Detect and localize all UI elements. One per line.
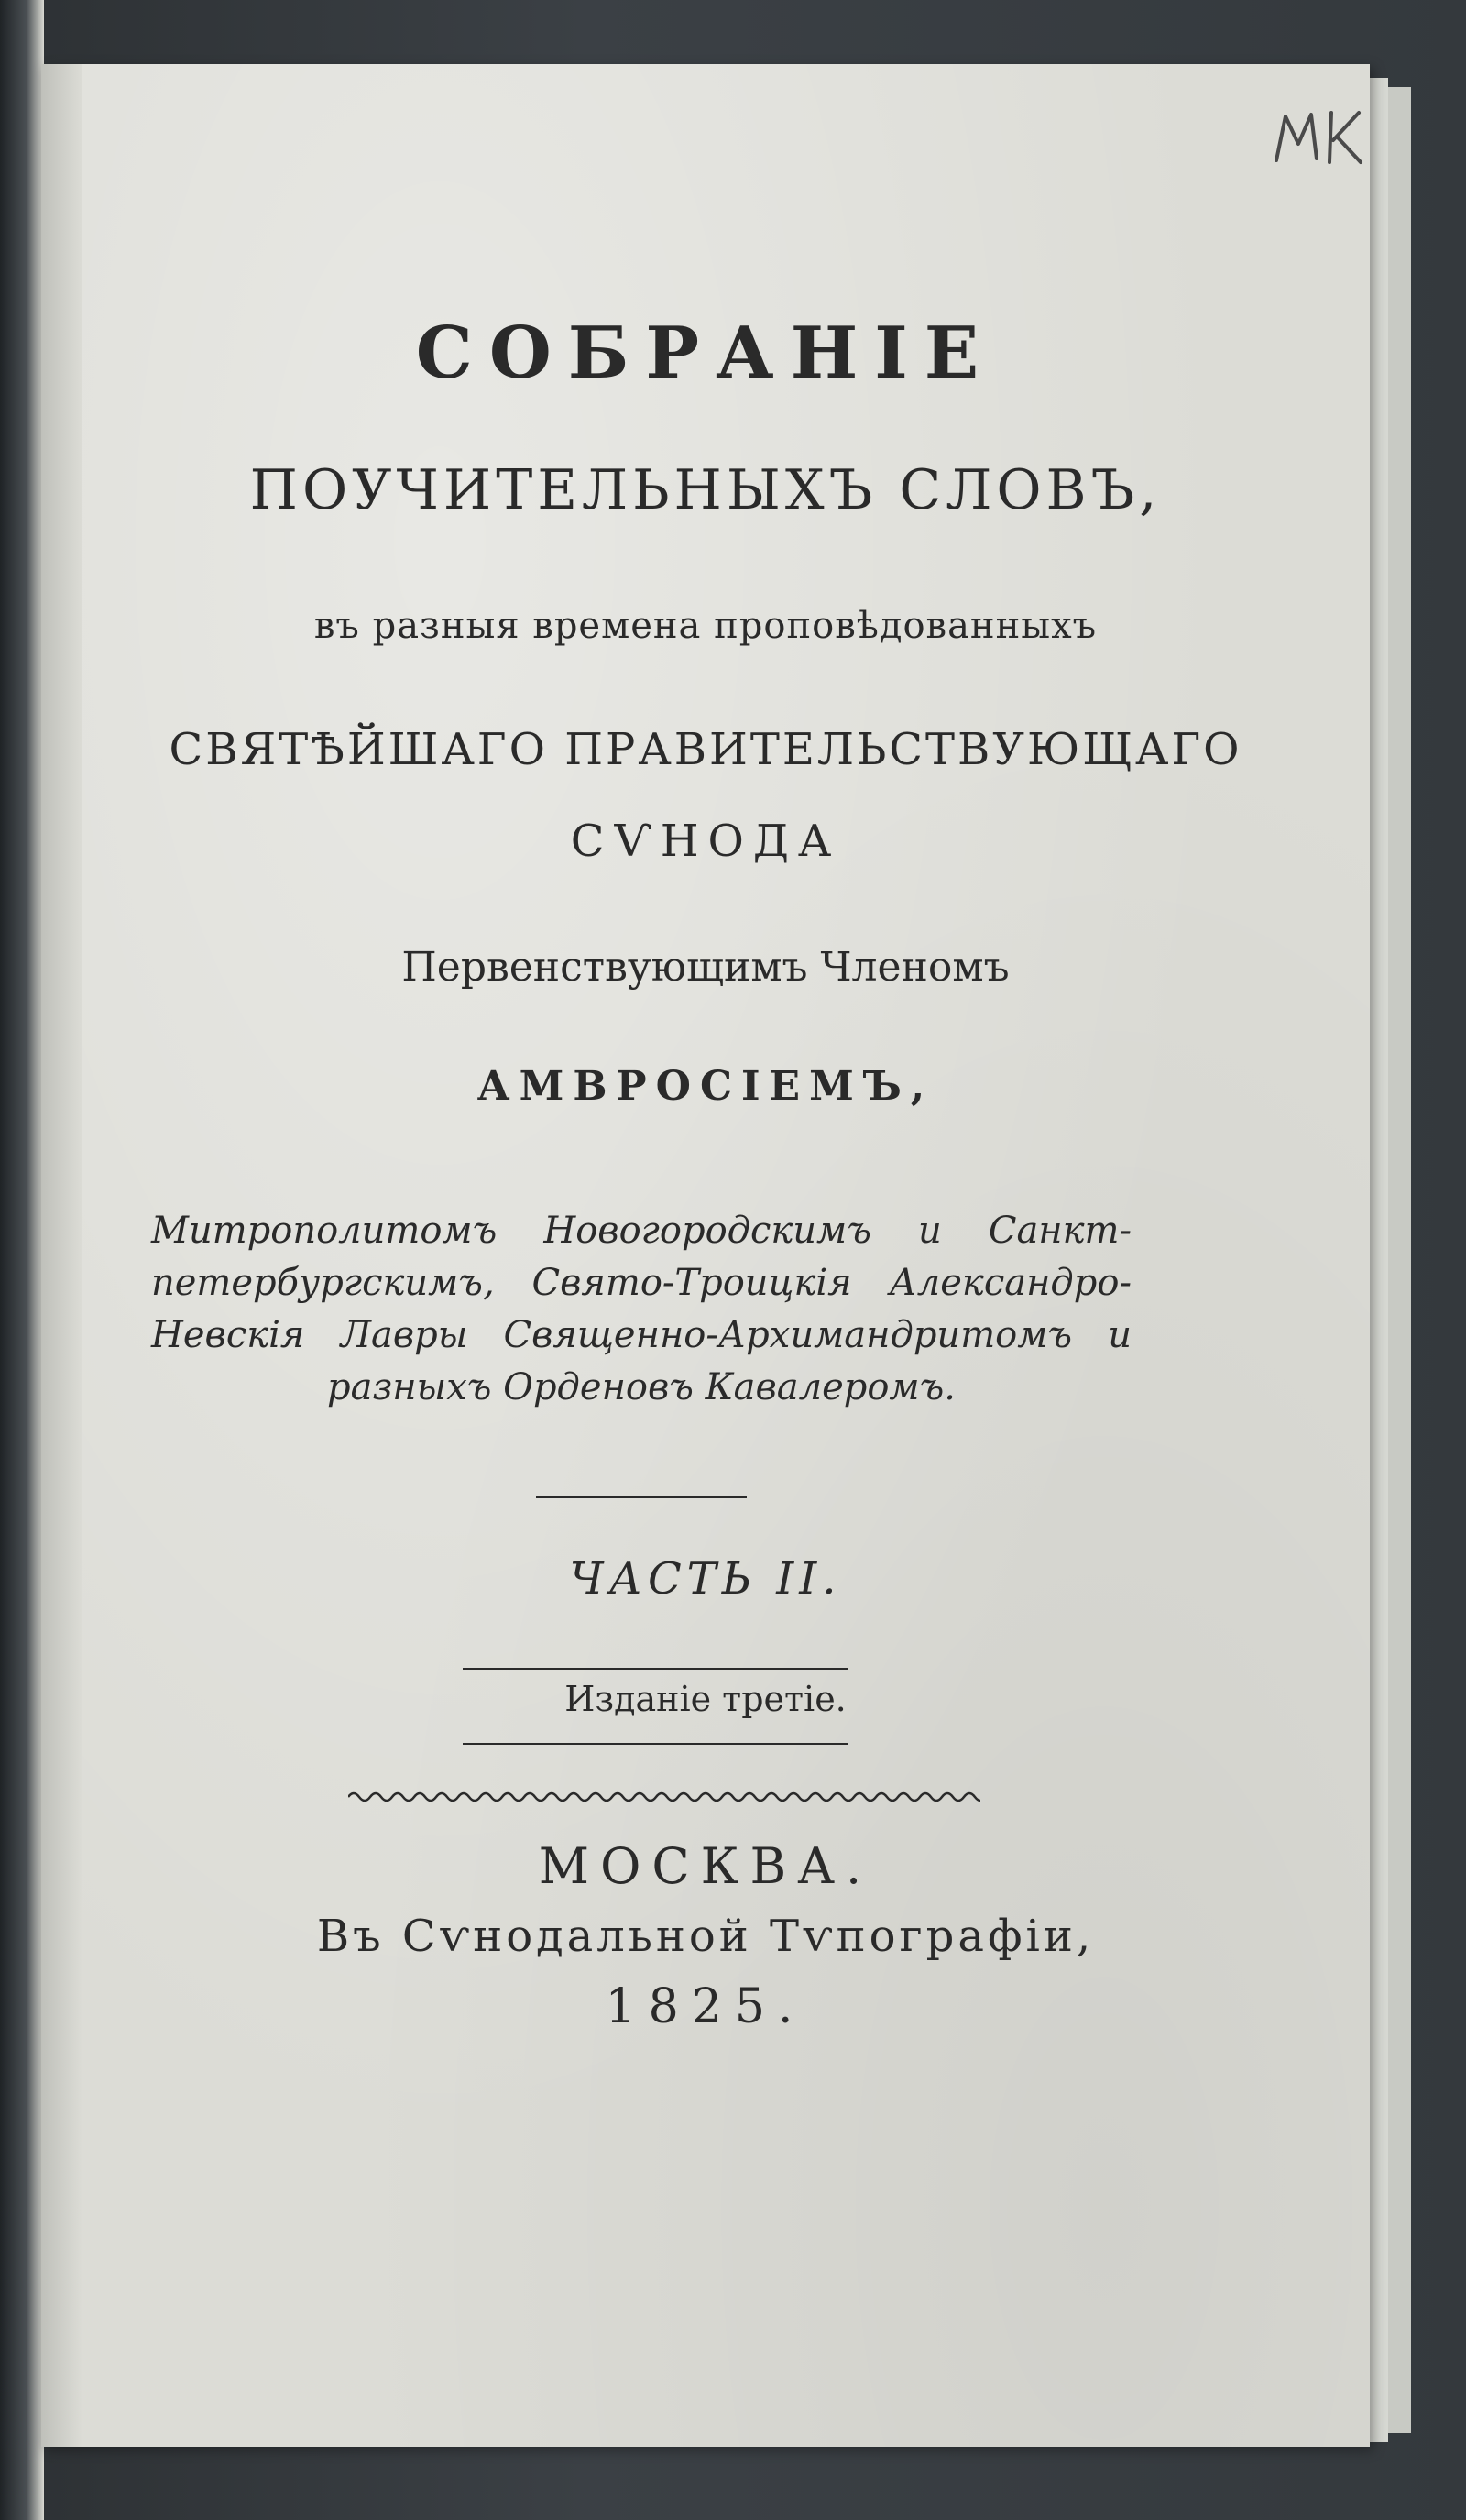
titles-word: Санкт- (988, 1210, 1132, 1252)
titles-word: Митрополитомъ (151, 1210, 498, 1252)
divider-rule (536, 1496, 747, 1498)
member-line: Первенствующимъ Членомъ (401, 944, 1010, 991)
title-page (41, 64, 1370, 2447)
part-number: ЧАСТЬ II. (569, 1553, 842, 1605)
titles-word: и (1108, 1314, 1132, 1356)
author-titles (151, 1205, 1132, 1414)
handwritten-mark (1269, 105, 1370, 170)
titles-word: Священно-Архимандритомъ (503, 1314, 1073, 1356)
publisher: Въ Сѵнодальной Тѵпографіи, (316, 1911, 1095, 1962)
titles-word: Новогородскимъ (543, 1210, 871, 1252)
titles-word: петербургскимъ, (151, 1262, 495, 1304)
edition-label: Изданіе третіе. (564, 1679, 847, 1719)
author-name: АМВРОСІЕМЪ, (476, 1063, 935, 1110)
ornamental-wavy-rule (348, 1787, 980, 1807)
page-gutter (41, 64, 82, 2447)
titles-word: Свято-Троицкія (531, 1262, 852, 1304)
titles-row-4 (151, 1362, 1132, 1414)
edition-rule-top (463, 1668, 848, 1670)
synod-line-1: СВЯТѢЙШАГО ПРАВИТЕЛЬСТВУЮЩАГО (169, 724, 1242, 775)
edition-rule-bottom (463, 1743, 848, 1745)
publication-city: МОСКВА. (538, 1837, 873, 1895)
titles-row-1 (151, 1205, 1132, 1257)
publication-year: 1825. (605, 1979, 806, 2034)
titles-word: Лавры (340, 1314, 468, 1356)
book-binding (0, 0, 44, 2520)
titles-word: разныхъ Орденовъ Кавалеромъ. (327, 1366, 956, 1408)
book-title: СОБРАНІЕ (415, 312, 996, 395)
titles-word: Александро- (889, 1262, 1132, 1304)
titles-word: и (917, 1210, 942, 1252)
preached-line: въ разныя времена проповѣдованныхъ (313, 605, 1098, 647)
book-subtitle: ПОУЧИТЕЛЬНЫХЪ СЛОВЪ, (249, 458, 1162, 522)
titles-word: Невскія (151, 1314, 305, 1356)
synod-line-2: СѴНОДА (570, 816, 841, 867)
titles-row-2 (151, 1257, 1132, 1309)
titles-row-3 (151, 1309, 1132, 1362)
